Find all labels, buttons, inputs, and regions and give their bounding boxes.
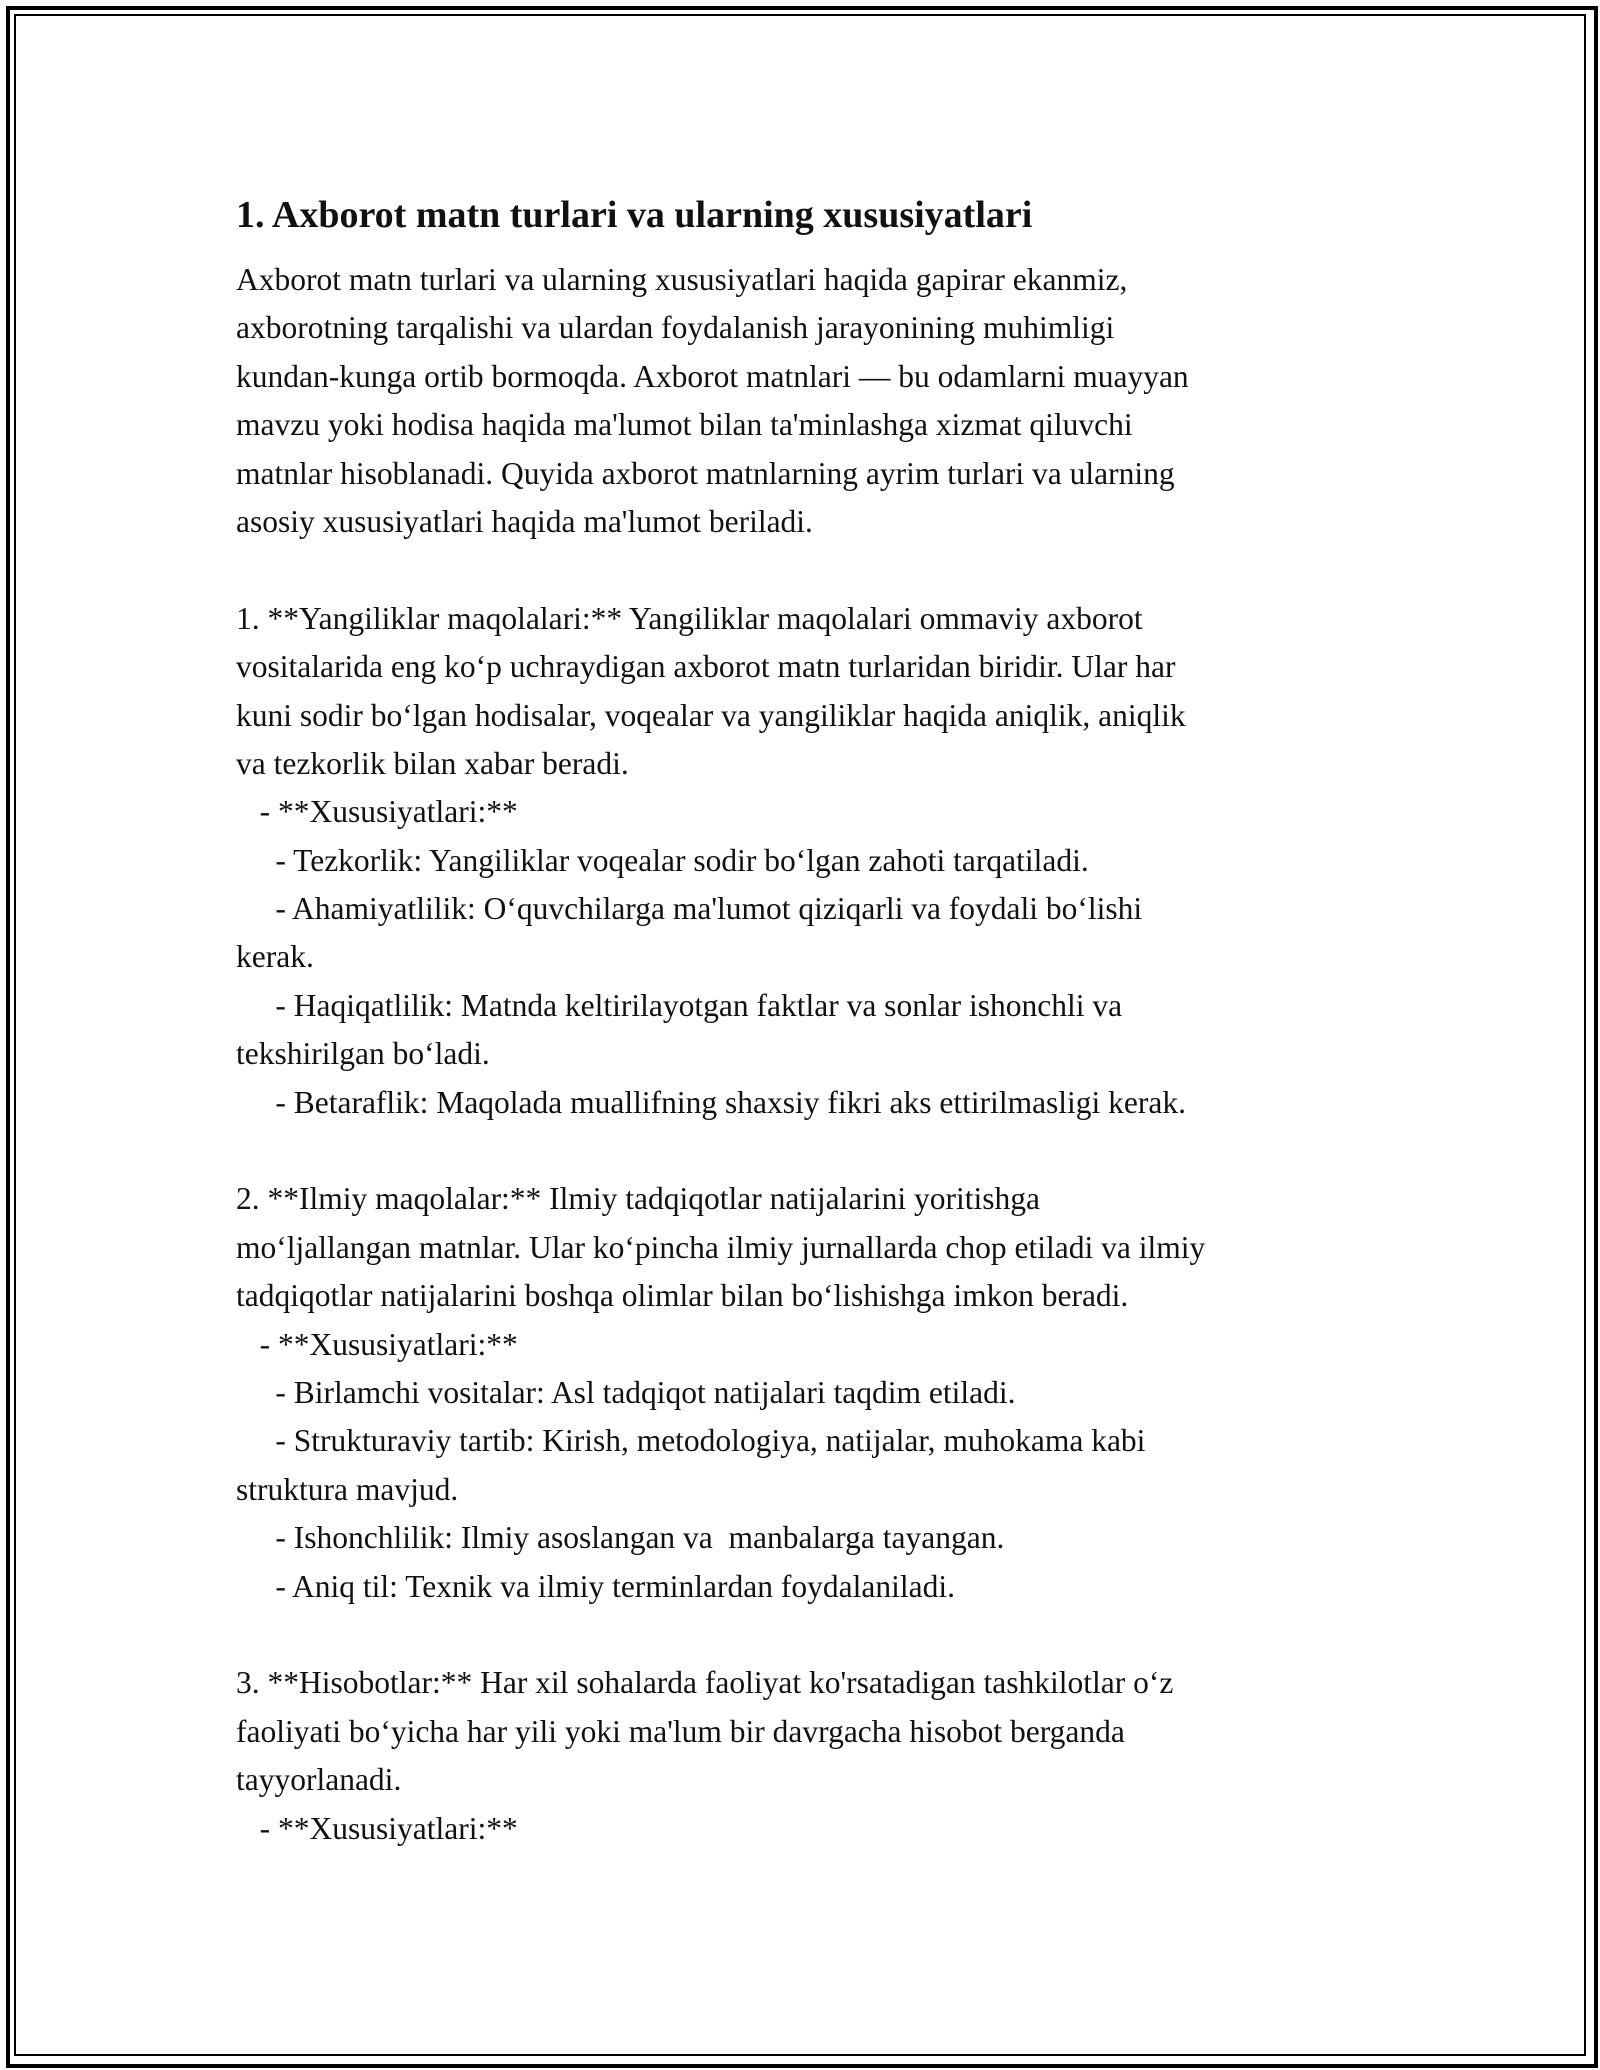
- text-line: tekshirilgan bo‘ladi.: [236, 1036, 490, 1072]
- text-line: faoliyati bo‘yicha har yili yoki ma'lum bir davrgacha hisobot berganda: [236, 1713, 1125, 1749]
- text-line: va tezkorlik bilan xabar beradi.: [236, 745, 629, 781]
- text-line: - Tezkorlik: Yangiliklar voqealar sodir bo‘lgan zahoti tarqatiladi.: [236, 842, 1089, 878]
- text-line: Axborot matn turlari va ularning xususiyatlari haqida gapirar ekanmiz,: [236, 262, 1128, 297]
- text-line: - Ishonchlilik: Ilmiy asoslangan va manbalarga tayangan.: [236, 1520, 1005, 1556]
- text-line: axborotning tarqalishi va ulardan foydalanish jarayonining muhimligi: [236, 310, 1115, 346]
- blank-line: [236, 1611, 1376, 1659]
- text-line: - **Xususiyatlari:**: [236, 794, 518, 830]
- text-line: vositalarida eng ko‘p uchraydigan axborot matn turlaridan biridir. Ular har: [236, 649, 1176, 685]
- text-line: asosiy xususiyatlari haqida ma'lumot beriladi.: [236, 503, 813, 539]
- document-body: [236, 256, 1376, 1853]
- text-line: - **Xususiyatlari:**: [236, 1810, 518, 1846]
- text-line: - Ahamiyatlilik: O‘quvchilarga ma'lumot qiziqarli va foydali bo‘lishi: [236, 891, 1143, 927]
- text-line: tayyorlanadi.: [236, 1762, 402, 1798]
- text-line: mo‘ljallangan matnlar. Ular ko‘pincha ilmiy jurnallarda chop etiladi va ilmiy: [236, 1229, 1206, 1265]
- text-line: - Birlamchi vositalar: Asl tadqiqot natijalari taqdim etiladi.: [236, 1374, 1016, 1410]
- text-line: struktura mavjud.: [236, 1471, 459, 1507]
- blank-line: [236, 1127, 1376, 1175]
- document-page: [236, 186, 1376, 1853]
- text-line: kerak.: [236, 939, 314, 975]
- text-line: - **Xususiyatlari:**: [236, 1326, 518, 1362]
- text-line: tadqiqotlar natijalarini boshqa olimlar bilan bo‘lishishga imkon beradi.: [236, 1278, 1129, 1314]
- text-line: 1. **Yangiliklar maqolalari:** Yangiliklar maqolalari ommaviy axborot: [236, 600, 1143, 636]
- text-line: - Haqiqatlilik: Matnda keltirilayotgan faktlar va sonlar ishonchli va: [236, 987, 1123, 1023]
- text-line: matnlar hisoblanadi. Quyida axborot matnlarning ayrim turlari va ularning: [236, 455, 1175, 491]
- section-heading: 1. Axborot matn turlari va ularning xususiyatlari: [236, 194, 1033, 236]
- blank-line: [236, 546, 1376, 594]
- text-line: 2. **Ilmiy maqolalar:** Ilmiy tadqiqotlar natijalarini yoritishga: [236, 1181, 1040, 1217]
- text-line: 3. **Hisobotlar:** Har xil sohalarda faoliyat ko'rsatadigan tashkilotlar o‘z: [236, 1665, 1174, 1701]
- text-line: - Betaraflik: Maqolada muallifning shaxsiy fikri aks ettirilmasligi kerak.: [236, 1084, 1187, 1120]
- text-line: kuni sodir bo‘lgan hodisalar, voqealar va yangiliklar haqida aniqlik, aniqlik: [236, 697, 1186, 733]
- text-line: mavzu yoki hodisa haqida ma'lumot bilan ta'minlashga xizmat qiluvchi: [236, 407, 1133, 443]
- text-line: - Strukturaviy tartib: Kirish, metodologiya, natijalar, muhokama kabi: [236, 1423, 1146, 1459]
- text-line: - Aniq til: Texnik va ilmiy terminlardan foydalaniladi.: [236, 1568, 955, 1604]
- text-line: kundan-kunga ortib bormoqda. Axborot matnlari — bu odamlarni muayyan: [236, 358, 1189, 394]
